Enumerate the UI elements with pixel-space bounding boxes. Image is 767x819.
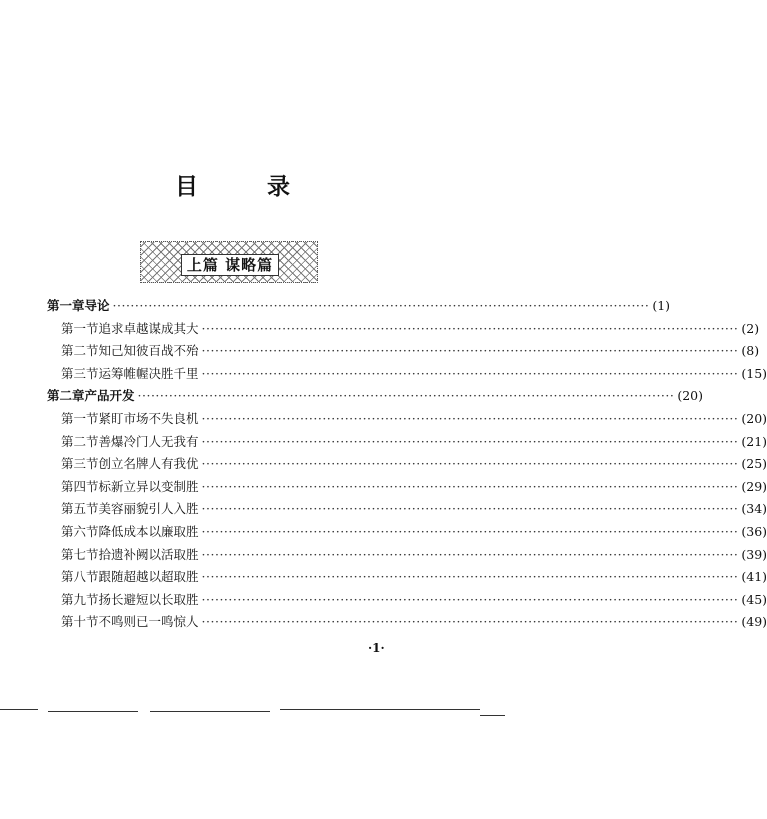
section-title-part2: 谋成其大: [148, 320, 199, 336]
section-number: 第二节: [61, 433, 99, 449]
chapter-title: 导论: [84, 298, 110, 313]
title-char-left: 目: [175, 173, 198, 200]
section-title-part1: 运筹帷幄: [98, 365, 149, 381]
leader-dots: ························································································································: [137, 388, 675, 404]
section-title-part1: 扬长避短: [98, 591, 149, 607]
toc-page-number: (49): [741, 614, 767, 630]
leader-dots: ························································································································: [201, 456, 739, 472]
scan-rule-1: [0, 709, 38, 710]
toc-section-row: [61, 341, 760, 361]
chapter-title: 产品开发: [84, 388, 135, 404]
chapter-number: 第二章: [47, 388, 85, 404]
section-title-part1: 不鸣则已: [98, 614, 149, 630]
scan-rule-4: [280, 709, 480, 710]
section-number: 第五节: [61, 501, 99, 517]
chapter-number: 第一章: [47, 298, 85, 313]
section-title-part2: 人无我有: [148, 433, 199, 449]
leader-dots: ························································································································: [201, 343, 739, 359]
part-banner-label: 上篇 谋略篇: [181, 254, 279, 276]
section-number: 第三节: [61, 456, 99, 472]
leader-dots: ························································································································: [201, 591, 739, 607]
section-number: 第九节: [61, 591, 99, 607]
leader-dots: ························································································································: [201, 501, 739, 517]
section-title-part1: 追求卓越: [98, 320, 149, 336]
leader-dots: ························································································································: [201, 524, 739, 539]
page-title: [175, 168, 290, 201]
section-title-part1: 跟随超越: [98, 569, 149, 585]
toc-section-row: [61, 319, 760, 339]
leader-dots: ························································································································: [201, 365, 739, 381]
section-title-part2: 不失良机: [148, 411, 199, 426]
section-title-part1: 善爆冷门: [98, 433, 149, 449]
section-number: 第六节: [61, 524, 99, 539]
section-title-part1: 拾遗补阙: [98, 546, 149, 562]
toc-page-number: (36): [741, 524, 767, 539]
page-number: ·1·: [368, 641, 385, 655]
section-title-part2: 决胜千里: [148, 365, 199, 381]
section-number: 第一节: [61, 320, 99, 336]
leader-dots: ························································································································: [112, 298, 650, 313]
section-title-part1: 创立名牌: [98, 456, 149, 472]
toc-section-row: [61, 590, 767, 610]
section-title-part1: 美容丽貌: [98, 501, 149, 517]
section-title-part2: 一鸣惊人: [148, 614, 199, 630]
section-title-part2: 以活取胜: [148, 546, 199, 562]
toc-section-row: [61, 612, 767, 632]
leader-dots: ························································································································: [201, 433, 739, 449]
toc-page-number: (8): [741, 343, 760, 359]
toc-page-number: (29): [741, 478, 767, 494]
toc-page-number: (39): [741, 546, 767, 562]
scan-rule-3: [150, 711, 270, 712]
toc-section-row: [61, 409, 767, 429]
section-title-part1: 降低成本: [98, 524, 149, 539]
toc-section-row: [61, 477, 767, 497]
section-title-part2: 以长取胜: [148, 591, 199, 607]
leader-dots: ························································································································: [201, 546, 739, 562]
toc-page-number: (1): [652, 298, 671, 313]
toc-section-row: [61, 567, 767, 587]
part-banner: [140, 241, 318, 283]
scan-rule-2: [48, 711, 138, 712]
scan-rule-5: [480, 715, 505, 716]
section-title-part1: 知己知彼: [98, 343, 149, 359]
section-title-part2: 人有我优: [148, 456, 199, 472]
toc-page-number: (20): [677, 388, 704, 404]
section-number: 第一节: [61, 411, 99, 426]
section-title-part2: 百战不殆: [148, 343, 199, 359]
toc-section-row: [61, 499, 767, 519]
toc-page-number: (21): [741, 433, 767, 449]
toc-section-row: [61, 522, 767, 542]
toc-page-number: (41): [741, 569, 767, 585]
toc-section-row: [61, 545, 767, 565]
section-number: 第七节: [61, 546, 99, 562]
toc-page-number: (15): [741, 365, 767, 381]
section-title-part2: 引人入胜: [148, 501, 199, 517]
leader-dots: ························································································································: [201, 569, 739, 585]
leader-dots: ························································································································: [201, 614, 739, 630]
toc-section-row: [61, 432, 767, 452]
section-number: 第十节: [61, 614, 99, 630]
toc-chapter-row: [47, 296, 671, 316]
toc-page-number: (45): [741, 591, 767, 607]
toc-page-number: (25): [741, 456, 767, 472]
toc-section-row: [61, 454, 767, 474]
section-number: 第八节: [61, 569, 99, 585]
leader-dots: ························································································································: [201, 478, 739, 494]
toc-section-row: [61, 364, 767, 384]
section-title-part2: 以廉取胜: [148, 524, 199, 539]
section-title-part1: 紧盯市场: [98, 411, 149, 426]
section-title-part2: 以超取胜: [148, 569, 199, 585]
section-title-part1: 标新立异: [98, 478, 149, 494]
toc-page-number: (34): [741, 501, 767, 517]
section-number: 第三节: [61, 365, 99, 381]
toc-page-number: (20): [741, 411, 767, 426]
title-char-right: 录: [267, 173, 290, 200]
leader-dots: ························································································································: [201, 411, 739, 426]
section-title-part2: 以变制胜: [148, 478, 199, 494]
section-number: 第四节: [61, 478, 99, 494]
toc-chapter-row: [47, 386, 704, 406]
leader-dots: ························································································································: [201, 320, 739, 336]
section-number: 第二节: [61, 343, 99, 359]
toc-page-number: (2): [741, 320, 760, 336]
